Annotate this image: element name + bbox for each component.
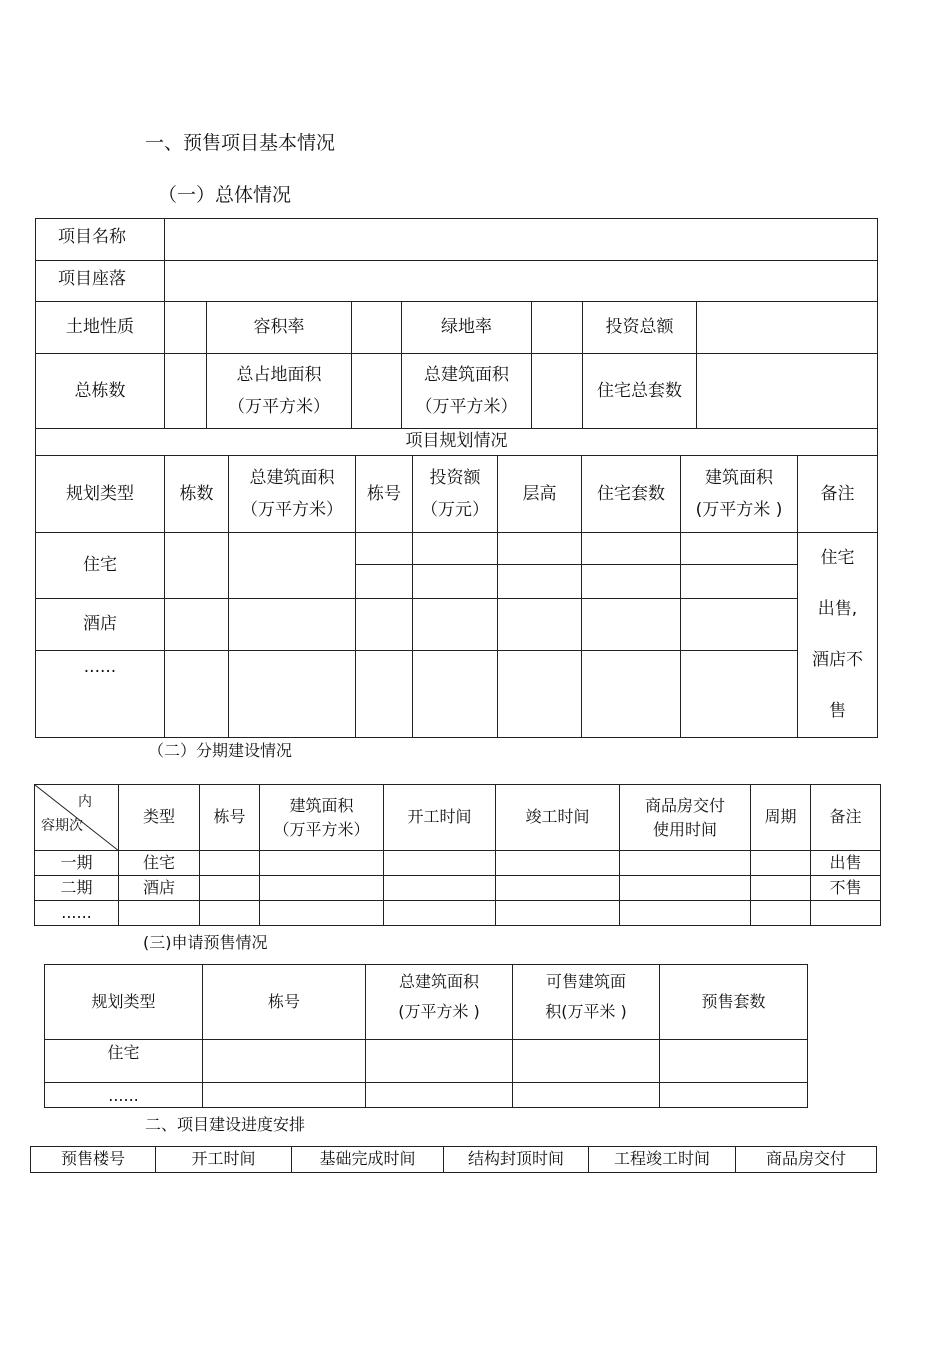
land-nature-value[interactable]	[165, 302, 207, 354]
presale-bld-no-header: 栋号	[203, 965, 366, 1040]
total-land-area-line1: 总占地面积	[236, 364, 322, 385]
green-ratio-value[interactable]	[532, 302, 583, 354]
total-investment-label: 投资总额	[583, 302, 697, 354]
phase-finish-header: 竣工时间	[496, 785, 620, 851]
phase-type	[119, 901, 200, 926]
plan-invest-line2: （万元）	[421, 500, 489, 520]
plan-cell[interactable]	[582, 533, 681, 565]
schedule-header-delivery: 商品房交付	[736, 1147, 877, 1173]
phase-cell[interactable]	[200, 876, 260, 901]
total-floor-area-line2: （万平方米）	[415, 397, 518, 417]
presale-units-header: 预售套数	[660, 965, 808, 1040]
phase-type-header: 类型	[119, 785, 200, 851]
phase-label: ......	[35, 901, 119, 926]
plan-units-header: 住宅套数	[582, 456, 681, 533]
presale-sellable-header	[513, 965, 660, 1040]
phase-label: 一期	[35, 851, 119, 876]
phase-type: 住宅	[119, 851, 200, 876]
project-name-value[interactable]	[165, 219, 878, 261]
plan-cell[interactable]	[582, 650, 681, 737]
phase-cell[interactable]	[384, 901, 496, 926]
total-floor-area-line1: 总建筑面积	[424, 364, 509, 385]
plan-cell[interactable]	[356, 565, 413, 598]
plan-cell[interactable]	[582, 565, 681, 598]
phase-cell[interactable]	[200, 901, 260, 926]
phase-cell[interactable]	[260, 901, 384, 926]
plan-cell[interactable]	[229, 598, 356, 650]
section1-heading: 一、预售项目基本情况	[145, 132, 336, 154]
phase-cell[interactable]	[496, 851, 620, 876]
project-name-label: 项目名称	[36, 219, 165, 261]
plan-cell[interactable]	[356, 650, 413, 737]
schedule-header-completion: 工程竣工时间	[589, 1147, 736, 1173]
plan-cell[interactable]	[681, 650, 798, 737]
remark-line: 售	[829, 701, 846, 721]
plan-area-line2: (万平方米 )	[695, 500, 783, 520]
phase-deliver-header	[620, 785, 751, 851]
plan-type-header: 规划类型	[36, 456, 165, 533]
schedule-header-foundation: 基础完成时间	[292, 1147, 444, 1173]
section2-heading: 二、项目建设进度安排	[145, 1115, 306, 1134]
total-land-area-value[interactable]	[352, 354, 402, 429]
presale-cell[interactable]	[513, 1040, 660, 1083]
total-floor-area-label	[402, 354, 532, 429]
plan-area-line1: 建筑面积	[705, 467, 773, 488]
phase-corner-header	[35, 785, 119, 851]
plan-cell[interactable]	[165, 598, 229, 650]
plan-cell[interactable]	[681, 533, 798, 565]
plan-row-more: ......	[36, 650, 165, 737]
schedule-header-topping: 结构封顶时间	[444, 1147, 589, 1173]
phase-area-line1: 建筑面积	[289, 795, 354, 815]
phase-cell[interactable]	[620, 876, 751, 901]
phase-start-header: 开工时间	[384, 785, 496, 851]
phase-cell[interactable]	[620, 851, 751, 876]
overview-subheading: （一）总体情况	[158, 184, 292, 206]
presale-sellable-line1: 可售建筑面	[545, 972, 626, 991]
plan-floor-area-line2: （万平方米）	[241, 500, 343, 520]
total-investment-value[interactable]	[697, 302, 878, 354]
project-location-value[interactable]	[165, 261, 878, 302]
planning-title: 项目规划情况	[36, 429, 878, 456]
schedule-header-building: 预售楼号	[31, 1147, 156, 1173]
phase-cell[interactable]	[620, 901, 751, 926]
phase-cell[interactable]	[200, 851, 260, 876]
remark-line: 住宅	[820, 548, 855, 568]
presale-cell[interactable]	[513, 1083, 660, 1108]
plan-cell[interactable]	[582, 598, 681, 650]
plan-cell[interactable]	[229, 650, 356, 737]
presale-subheading: (三)申请预售情况	[143, 933, 268, 952]
phase-bld-no-header: 栋号	[200, 785, 260, 851]
total-buildings-label: 总栋数	[36, 354, 165, 429]
phase-cell[interactable]	[751, 876, 811, 901]
plan-row-hotel: 酒店	[36, 598, 165, 650]
plan-cell[interactable]	[498, 533, 582, 565]
plan-invest-header	[413, 456, 498, 533]
phase-cell[interactable]	[384, 851, 496, 876]
plan-cell[interactable]	[356, 598, 413, 650]
phase-cell[interactable]	[384, 876, 496, 901]
presale-type-header: 规划类型	[45, 965, 203, 1040]
total-land-area-label	[207, 354, 352, 429]
presale-sellable-line2: 积(万平米 )	[545, 1002, 627, 1022]
plan-cell[interactable]	[165, 533, 229, 599]
plan-cell[interactable]	[681, 598, 798, 650]
corner-bottom-label: 容期次	[41, 818, 83, 834]
phases-table	[34, 784, 881, 926]
phases-subheading: （二）分期建设情况	[148, 741, 293, 760]
plan-cell[interactable]	[165, 650, 229, 737]
corner-top-label: 内	[78, 794, 92, 810]
presale-total-header	[366, 965, 513, 1040]
presale-cell[interactable]	[366, 1083, 513, 1108]
phase-cell[interactable]	[751, 851, 811, 876]
presale-cell[interactable]	[660, 1083, 808, 1108]
presale-total-line2: (万平方米 )	[398, 1002, 480, 1022]
plan-cell[interactable]	[498, 565, 582, 598]
phase-deliver-line1: 商品房交付	[644, 795, 725, 815]
presale-cell[interactable]	[203, 1040, 366, 1083]
green-ratio-label: 绿地率	[402, 302, 532, 354]
phase-type: 酒店	[119, 876, 200, 901]
presale-cell[interactable]	[366, 1040, 513, 1083]
plan-cell[interactable]	[413, 533, 498, 565]
plan-cell[interactable]	[229, 533, 356, 599]
presale-total-line1: 总建筑面积	[398, 972, 479, 991]
plan-cell[interactable]	[681, 565, 798, 598]
land-nature-label: 土地性质	[36, 302, 165, 354]
planning-table	[35, 455, 878, 738]
plan-row-residential: 住宅	[36, 533, 165, 599]
plan-invest-line1: 投资额	[429, 467, 481, 488]
presale-row-more: ......	[45, 1083, 203, 1108]
plan-cell[interactable]	[413, 565, 498, 598]
total-buildings-value[interactable]	[165, 354, 207, 429]
plan-count-header: 栋数	[165, 456, 229, 533]
phase-cell[interactable]	[260, 876, 384, 901]
total-units-value[interactable]	[697, 354, 878, 429]
schedule-table	[30, 1146, 877, 1173]
plan-bld-no-header: 栋号	[356, 456, 413, 533]
project-location-label: 项目座落	[36, 261, 165, 302]
schedule-header-start: 开工时间	[156, 1147, 292, 1173]
presale-table	[44, 964, 808, 1108]
presale-cell[interactable]	[203, 1083, 366, 1108]
phase-remark: 出售	[811, 851, 881, 876]
plan-remark-header: 备注	[798, 456, 878, 533]
phase-cell[interactable]	[260, 851, 384, 876]
plan-remark-note	[798, 533, 878, 738]
phase-cell[interactable]	[751, 901, 811, 926]
total-units-label: 住宅总套数	[583, 354, 697, 429]
presale-cell[interactable]	[660, 1040, 808, 1083]
plot-ratio-label: 容积率	[207, 302, 352, 354]
remark-line: 出售,	[817, 599, 858, 619]
plan-cell[interactable]	[413, 650, 498, 737]
phase-area-header	[260, 785, 384, 851]
phase-deliver-line2: 使用时间	[652, 819, 717, 839]
phase-remark-header: 备注	[811, 785, 881, 851]
plan-cell[interactable]	[498, 650, 582, 737]
plan-cell[interactable]	[356, 533, 413, 565]
total-floor-area-value[interactable]	[532, 354, 583, 429]
phase-remark	[811, 901, 881, 926]
plan-cell[interactable]	[498, 598, 582, 650]
phase-cell[interactable]	[496, 901, 620, 926]
plan-floor-area-line1: 总建筑面积	[249, 467, 335, 488]
phase-area-line2: （万平方米）	[273, 819, 370, 839]
phase-cycle-header: 周期	[751, 785, 811, 851]
remark-line: 酒店不	[812, 650, 863, 670]
plan-area-header	[681, 456, 798, 533]
overview-table	[35, 218, 878, 456]
phase-remark: 不售	[811, 876, 881, 901]
total-land-area-line2: （万平方米）	[228, 397, 330, 417]
phase-cell[interactable]	[496, 876, 620, 901]
plan-storey-header: 层高	[498, 456, 582, 533]
phase-label: 二期	[35, 876, 119, 901]
plot-ratio-value[interactable]	[352, 302, 402, 354]
plan-floor-area-header	[229, 456, 356, 533]
presale-row-residential: 住宅	[45, 1040, 203, 1083]
plan-cell[interactable]	[413, 598, 498, 650]
